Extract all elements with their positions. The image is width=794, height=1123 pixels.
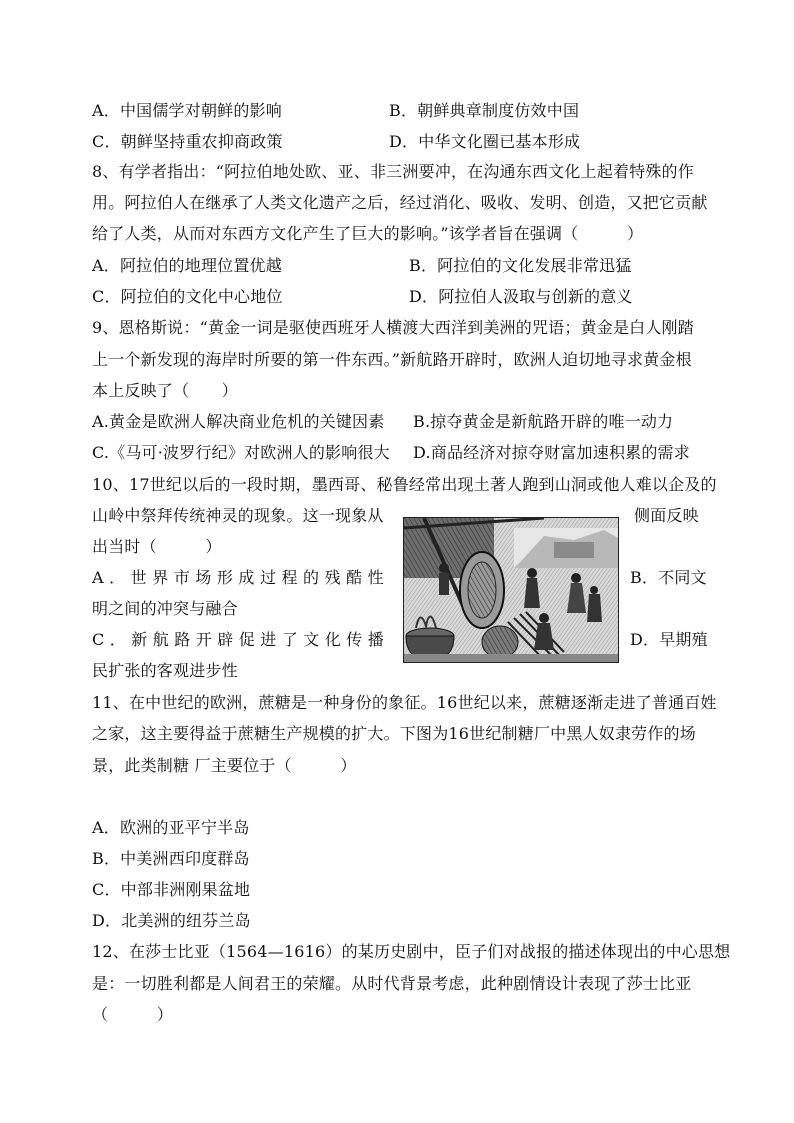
q8-option-c: C．阿拉伯的文化中心地位 xyxy=(92,287,283,306)
q11-option-c: C．中部非洲刚果盆地 xyxy=(92,880,251,899)
q10-option-a: A ． 世 界 市 场 形 成 过 程 的 残 酷 性 xyxy=(92,568,384,587)
q8-option-a: A．阿拉伯的地理位置优越 xyxy=(92,256,282,275)
q8-stem-line2: 用。阿拉伯人在继承了人类文化遗产之后，经过消化、吸收、发明、创造，又把它贡献 xyxy=(92,193,708,212)
q10-stem-line2-right: 侧面反映 xyxy=(634,506,699,525)
q10-stem-line2: 山岭中祭拜传统神灵的现象。这一现象从 xyxy=(92,506,384,525)
q9-stem-line1: 9、恩格斯说：“黄金一词是驱使西班牙人横渡大西洋到美洲的咒语；黄金是白人刚踏 xyxy=(92,318,694,337)
q11-stem-line2: 之家，这主要得益于蔗糖生产规模的扩大。下图为16世纪制糖厂中黑人奴隶劳作的场 xyxy=(92,724,696,743)
q12-stem-line1: 12、在莎士比亚（1564—1616）的某历史剧中，臣子们对战报的描述体现出的中心思想 xyxy=(92,942,731,961)
q9-option-a: A.黄金是欧洲人解决商业危机的关键因素 xyxy=(92,412,385,431)
q7-option-c: C．朝鲜坚持重农抑商政策 xyxy=(92,132,283,151)
q9-stem-line2: 上一个新发现的海岸时所要的第一件东西。”新航路开辟时，欧洲人迫切地寻求黄金根 xyxy=(92,350,692,369)
q10-option-b-tail: 明之间的冲突与融合 xyxy=(92,599,238,618)
q8-stem-line1: 8、有学者指出：“阿拉伯地处欧、亚、非三洲要冲，在沟通东西文化上起着特殊的作 xyxy=(92,162,694,181)
q10-stem-line3: 出当时（ ） xyxy=(92,537,222,556)
q10-option-b-head: B．不同文 xyxy=(630,568,707,587)
q8-stem-line3: 给了人类，从而对东西方文化产生了巨大的影响。”该学者旨在强调（ ） xyxy=(92,224,644,243)
q7-option-d: D．中华文化圈已基本形成 xyxy=(389,132,581,151)
q9-option-c: C.《马可·波罗行纪》对欧洲人的影响很大 xyxy=(92,443,390,462)
q11-option-d: D．北美洲的纽芬兰岛 xyxy=(92,911,251,930)
q9-stem-line3: 本上反映了（ ） xyxy=(92,381,238,400)
q10-option-c: C ． 新 航 路 开 辟 促 进 了 文 化 传 播 xyxy=(92,630,384,649)
q7-option-a: A．中国儒学对朝鲜的影响 xyxy=(92,101,282,120)
q8-option-b: B．阿拉伯的文化发展非常迅猛 xyxy=(409,256,632,275)
q10-option-d-head: D．早期殖 xyxy=(630,630,708,649)
q11-stem-line1: 11、在中世纪的欧洲，蔗糖是一种身份的象征。16世纪以来，蔗糖逐渐走进了普通百姓 xyxy=(92,693,717,712)
q12-stem-line3: （ ） xyxy=(92,1005,174,1024)
q11-stem-line3: 景，此类制糖 厂主要位于（ ） xyxy=(92,756,357,775)
q8-option-d: D．阿拉伯人汲取与创新的意义 xyxy=(409,287,633,306)
sugar-mill-engraving xyxy=(403,517,619,663)
q12-stem-line2: 是：一切胜利都是人间君王的荣耀。从时代背景考虑，此种剧情设计表现了莎士比亚 xyxy=(92,974,692,993)
q10-stem-line1: 10、17世纪以后的一段时期，墨西哥、秘鲁经常出现土著人跑到山洞或他人难以企及的 xyxy=(92,475,717,494)
q7-option-b: B．朝鲜典章制度仿效中国 xyxy=(389,101,580,120)
q9-option-b: B.掠夺黄金是新航路开辟的唯一动力 xyxy=(413,412,674,431)
q10-option-d-tail: 民扩张的客观进步性 xyxy=(92,661,238,680)
q11-option-a: A．欧洲的亚平宁半岛 xyxy=(92,818,250,837)
q11-option-b: B．中美洲西印度群岛 xyxy=(92,849,250,868)
q9-option-d: D.商品经济对掠夺财富加速积累的需求 xyxy=(413,443,690,462)
